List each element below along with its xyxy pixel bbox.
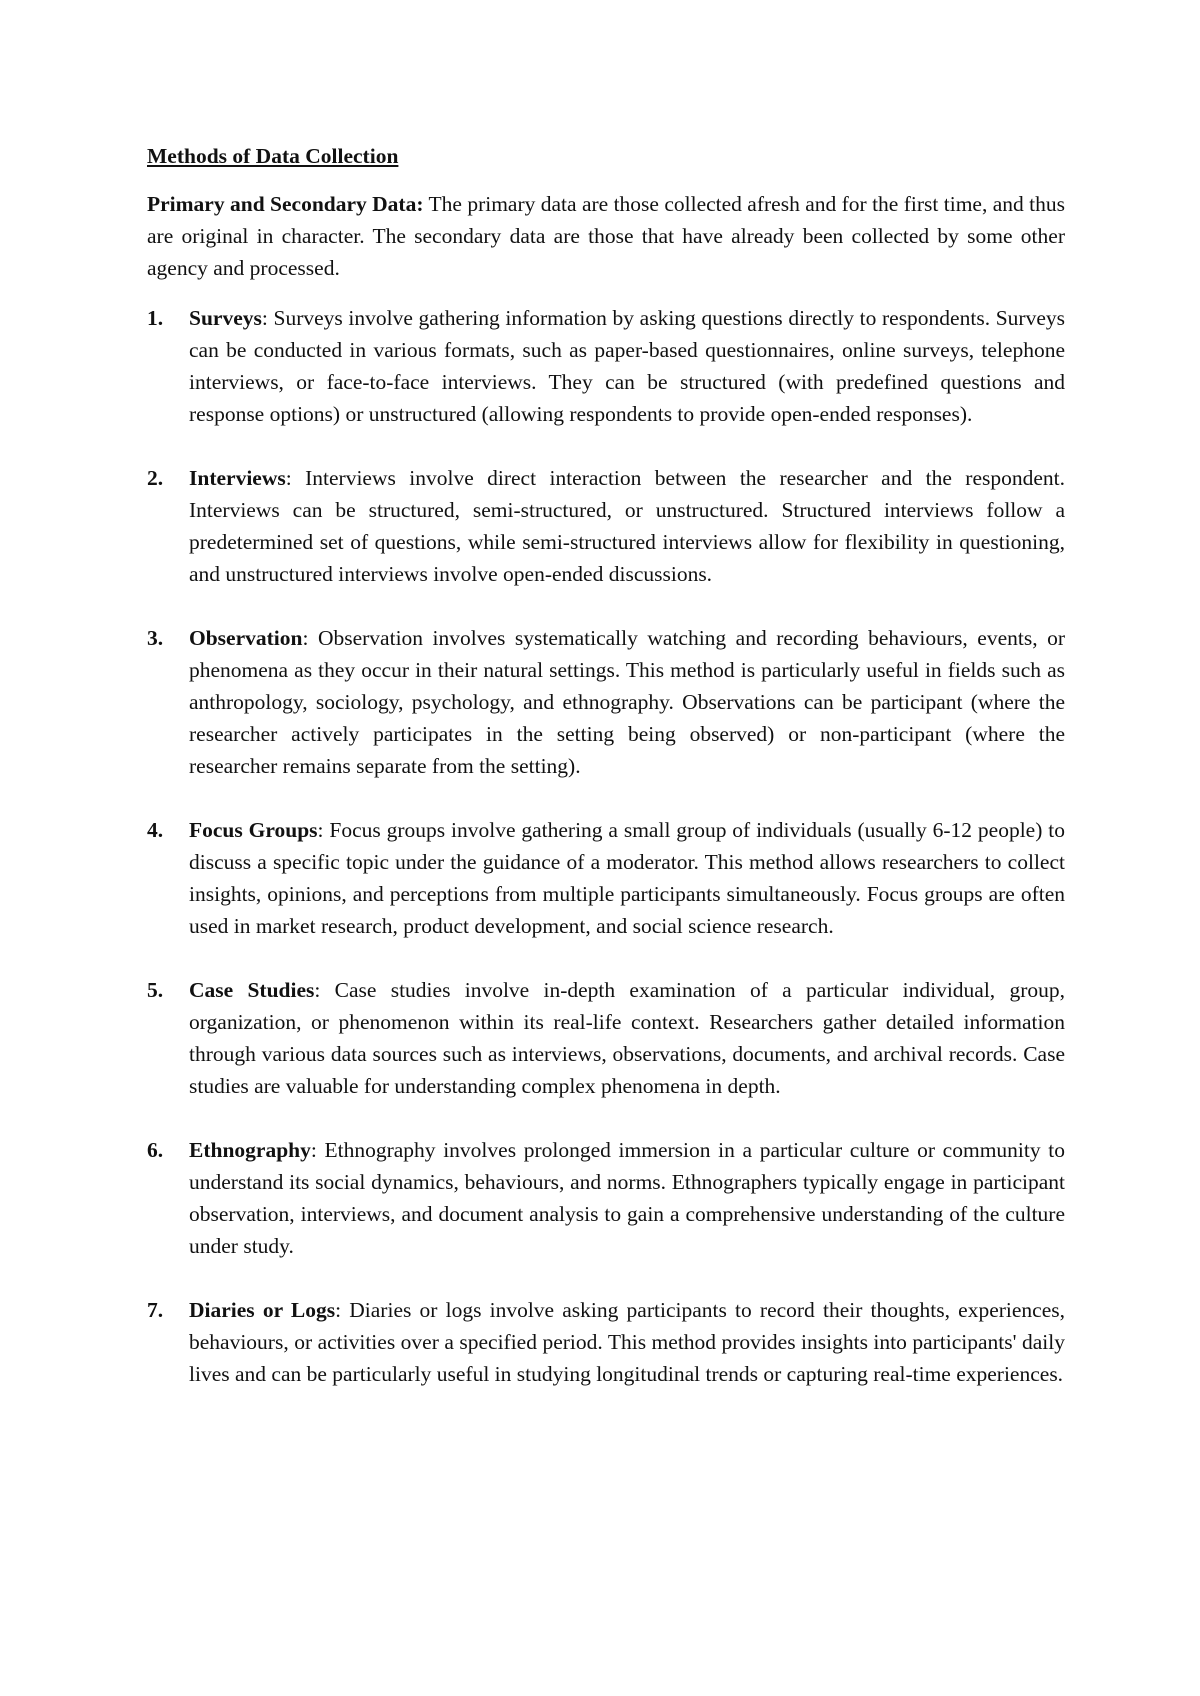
method-description: : Surveys involve gathering information by asking questions directly to respondents. Surveys can be conducted in various formats, such as paper-based questionnaires, online surveys, telephone interviews, or face-to-face interviews. They can be structured (with predefined questions and response options) or unstructured (allowing respondents to provide open-ended responses). — [189, 306, 1065, 426]
list-item-focus-groups — [147, 814, 1065, 942]
method-term: Diaries or Logs — [189, 1298, 336, 1322]
list-item-ethnography — [147, 1134, 1065, 1262]
list-number: 3. — [147, 626, 164, 650]
method-description: : Diaries or logs involve asking participants to record their thoughts, experiences, behaviours, or activities over a specified period. This method provides insights into participants' daily lives and can be particularly useful in studying longitudinal trends or capturing real-time experiences. — [189, 1298, 1065, 1386]
list-number: 5. — [147, 978, 164, 1002]
list-item-surveys — [147, 302, 1065, 430]
method-term: Interviews — [189, 466, 286, 490]
list-item-interviews — [147, 462, 1065, 590]
intro-paragraph — [147, 188, 1065, 284]
methods-list — [147, 302, 1065, 1390]
method-description: : Interviews involve direct interaction between the researcher and the respondent. Interviews can be structured, semi-structured, or unstructured. Structured interviews follow a predetermined set of questions, while semi-structured interviews allow for flexibility in questioning, and unstructured interviews involve open-ended discussions. — [189, 466, 1065, 586]
list-number: 7. — [147, 1298, 164, 1322]
method-description: : Ethnography involves prolonged immersion in a particular culture or community to understand its social dynamics, behaviours, and norms. Ethnographers typically engage in participant observation, interviews, and document analysis to gain a comprehensive understanding of the culture under study. — [189, 1138, 1065, 1258]
list-number: 4. — [147, 818, 164, 842]
method-description: : Focus groups involve gathering a small group of individuals (usually 6-12 people) to discuss a specific topic under the guidance of a moderator. This method allows researchers to collect insights, opinions, and perceptions from multiple participants simultaneously. Focus groups are often used in market research, product development, and social science research. — [189, 818, 1065, 938]
method-term: Surveys — [189, 306, 262, 330]
document-page — [147, 140, 1065, 1422]
method-term: Case Studies — [189, 978, 315, 1002]
document-title: Methods of Data Collection — [147, 144, 399, 168]
list-item-case-studies — [147, 974, 1065, 1102]
method-term: Observation — [189, 626, 303, 650]
list-item-observation — [147, 622, 1065, 782]
intro-text: The primary data are those collected afresh and for the first time, and thus are original in character. The secondary data are those that have already been collected by some other agency and processed. — [147, 192, 1065, 280]
method-term: Focus Groups — [189, 818, 318, 842]
intro-lead: Primary and Secondary Data: — [147, 192, 424, 216]
list-number: 2. — [147, 466, 164, 490]
list-number: 1. — [147, 306, 164, 330]
list-item-diaries-or-logs — [147, 1294, 1065, 1390]
method-description: : Observation involves systematically watching and recording behaviours, events, or phenomena as they occur in their natural settings. This method is particularly useful in fields such as anthropology, sociology, psychology, and ethnography. Observations can be participant (where the researcher actively participates in the setting being observed) or non-participant (where the researcher remains separate from the setting). — [189, 626, 1065, 778]
method-term: Ethnography — [189, 1138, 311, 1162]
method-description: : Case studies involve in-depth examination of a particular individual, group, organization, or phenomenon within its real-life context. Researchers gather detailed information through various data sources such as interviews, observations, documents, and archival records. Case studies are valuable for understanding complex phenomena in depth. — [189, 978, 1065, 1098]
list-number: 6. — [147, 1138, 164, 1162]
